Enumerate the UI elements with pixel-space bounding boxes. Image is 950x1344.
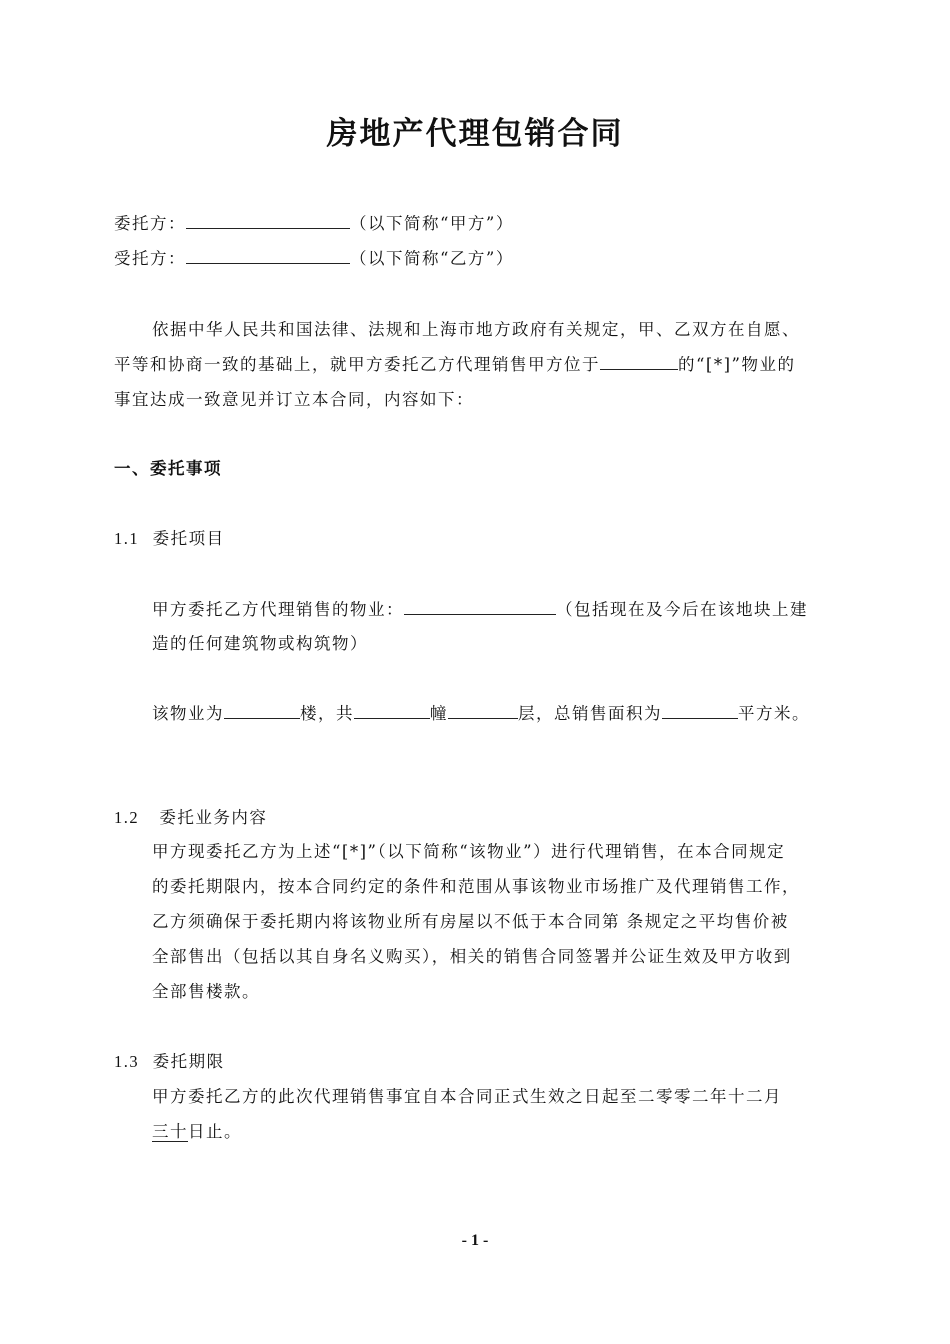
clause-1-2-line-3: 乙方须确保于委托期内将该物业所有房屋以不低于本合同第 条规定之平均售价被 [152, 912, 789, 931]
agent-party-line [114, 245, 514, 269]
client-name-blank [186, 212, 350, 229]
clause-1-3-number: 1.3 [114, 1052, 140, 1071]
preamble-line-2-a: 平等和协商一致的基础上，就甲方委托乙方代理销售甲方位于 [114, 355, 600, 374]
floor-count-blank [448, 702, 518, 719]
client-suffix: （以下简称“甲方”） [350, 214, 514, 233]
clause-1-1-p2-d: 层，总销售面积为 [518, 704, 662, 723]
clause-1-1-p2-b: 楼，共 [300, 704, 354, 723]
document-title: 房地产代理包销合同 [326, 116, 624, 152]
clause-1-3-heading [114, 1048, 225, 1072]
clause-1-1-p2 [152, 700, 810, 724]
clause-1-1-title: 委托项目 [152, 529, 225, 548]
clause-1-2-line-5: 全部售楼款。 [152, 982, 260, 1001]
clause-1-1-p2-c: 幢 [430, 704, 448, 723]
clause-1-1-p1-line1 [152, 596, 808, 620]
agent-suffix: （以下简称“乙方”） [350, 249, 514, 268]
property-location-blank [600, 353, 678, 370]
section-1-heading: 一、委托事项 [114, 459, 222, 478]
clause-1-2-line-4: 全部售出（包括以其自身名义购买），相关的销售合同签署并公证生效及甲方收到 [152, 947, 792, 966]
clause-1-2-line-2: 的委托期限内，按本合同约定的条件和范围从事该物业市场推广及代理销售工作， [152, 877, 800, 896]
clause-1-2-heading [114, 804, 267, 828]
clause-1-3-title: 委托期限 [152, 1052, 225, 1071]
agent-label: 受托方： [114, 249, 186, 268]
clause-1-1-p1-b: （包括现在及今后在该地块上建 [556, 600, 808, 619]
end-date-underlined: 三十 [152, 1122, 188, 1141]
clause-1-1-p1-a: 甲方委托乙方代理销售的物业： [152, 600, 404, 619]
clause-1-3-line-2-rest: 日止。 [188, 1122, 242, 1141]
clause-1-2-line-1: 甲方现委托乙方为上述“[*]”（以下简称“该物业”）进行代理销售，在本合同规定 [152, 842, 786, 861]
page-number: - 1 - [461, 1232, 489, 1249]
clause-1-1-p2-e: 平方米。 [738, 704, 810, 723]
agent-name-blank [186, 247, 350, 264]
preamble-line-2 [114, 351, 796, 375]
building-count-blank [354, 702, 430, 719]
clause-1-1-p1-line2: 造的任何建筑物或构筑物） [152, 634, 368, 653]
building-type-blank [224, 702, 300, 719]
clause-1-1-p2-a: 该物业为 [152, 704, 224, 723]
clause-1-2-number: 1.2 [114, 808, 140, 827]
clause-1-3-line-2 [152, 1118, 242, 1142]
clause-1-3-line-1: 甲方委托乙方的此次代理销售事宜自本合同正式生效之日起至二零零二年十二月 [152, 1087, 782, 1106]
preamble-line-2-b: 的“[*]”物业的 [678, 355, 796, 374]
client-party-line [114, 210, 514, 234]
sales-area-blank [662, 702, 738, 719]
clause-1-1-heading [114, 525, 225, 549]
clause-1-1-number: 1.1 [114, 529, 140, 548]
client-label: 委托方： [114, 214, 186, 233]
property-name-blank [404, 598, 556, 615]
clause-1-2-title: 委托业务内容 [159, 808, 268, 827]
preamble-line-1: 依据中华人民共和国法律、法规和上海市地方政府有关规定，甲、乙双方在自愿、 [152, 320, 800, 339]
preamble-line-3: 事宜达成一致意见并订立本合同，内容如下： [114, 390, 474, 409]
